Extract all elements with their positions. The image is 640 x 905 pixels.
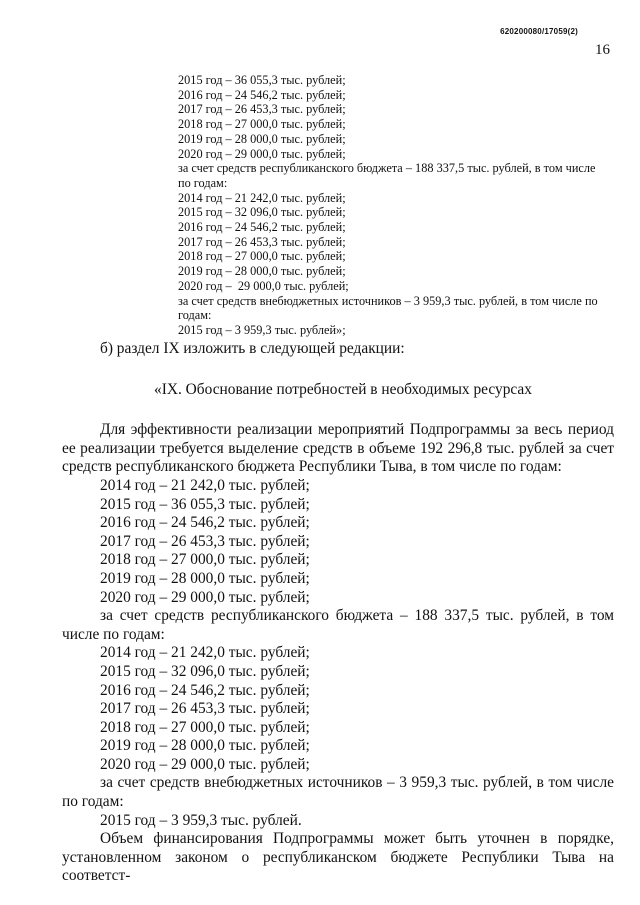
list-item: 2017 год – 26 453,3 тыс. рублей; [178, 102, 346, 117]
list-item: 2016 год – 24 546,2 тыс. рублей; [100, 681, 310, 699]
closing-paragraph: Объем финансирования Подпрограммы может быть уточнен в порядке, установленном законом о республиканском бюджете Республики Тыва на соответст- [62, 830, 614, 885]
list-item: 2016 год – 24 546,2 тыс. рублей; [178, 220, 346, 235]
intro-paragraph: Для эффективности реализации мероприятий Подпрограммы за весь период ее реализации требуется выделение средств в объеме 192 296,8 тыс. рублей за счет средств республиканского бюджета Республики Тыва, в том числе по годам: [62, 421, 614, 476]
list-item: 2019 год – 28 000,0 тыс. рублей; [100, 569, 310, 587]
list-item: 2018 год – 27 000,0 тыс. рублей; [178, 117, 346, 132]
list-item: 2014 год – 21 242,0 тыс. рублей; [178, 190, 346, 205]
list-item: 2014 год – 21 242,0 тыс. рублей; [100, 476, 310, 494]
list-item: 2019 год – 28 000,0 тыс. рублей; [178, 264, 346, 279]
list-item: 2020 год – 29 000,0 тыс. рублей; [100, 588, 310, 606]
page-number: 16 [595, 42, 610, 58]
list-item: 2015 год – 32 096,0 тыс. рублей; [178, 205, 346, 220]
republican-budget-intro: за счет средств республиканского бюджета – 188 337,5 тыс. рублей, в том числе по годам: [178, 161, 596, 190]
list-item: 2015 год – 32 096,0 тыс. рублей; [100, 662, 310, 680]
previous-amendment-block [178, 73, 598, 338]
list-item: 2018 год – 27 000,0 тыс. рублей; [100, 551, 310, 569]
list-item: 2020 год – 29 000,0 тыс. рублей; [178, 278, 349, 293]
list-item: 2015 год – 3 959,3 тыс. рублей. [100, 811, 302, 829]
extra-budget-intro: за счет средств внебюджетных источников – 3 959,3 тыс. рублей, в том числе по годам: [62, 774, 614, 811]
list-item: 2015 год – 36 055,3 тыс. рублей; [100, 495, 310, 513]
list-item: 2020 год – 29 000,0 тыс. рублей; [178, 146, 346, 161]
instruction-line: б) раздел IX изложить в следующей редакции: [100, 340, 405, 357]
list-item: 2019 год – 28 000,0 тыс. рублей; [100, 737, 310, 755]
list-item: 2018 год – 27 000,0 тыс. рублей; [100, 718, 310, 736]
list-item: 2014 год – 21 242,0 тыс. рублей; [100, 644, 310, 662]
list-item: 2017 год – 26 453,3 тыс. рублей; [100, 700, 310, 718]
list-item: 2017 год – 26 453,3 тыс. рублей; [100, 532, 310, 550]
list-item: 2016 год – 24 546,2 тыс. рублей; [178, 87, 346, 102]
list-item: 2017 год – 26 453,3 тыс. рублей; [178, 234, 346, 249]
list-item: 2015 год – 3 959,3 тыс. рублей»; [178, 322, 346, 337]
section-heading: «IX. Обоснование потребностей в необходимых ресурсах [154, 380, 532, 398]
list-item: 2019 год – 28 000,0 тыс. рублей; [178, 131, 346, 146]
main-text [62, 340, 614, 886]
list-item: 2018 год – 27 000,0 тыс. рублей; [178, 249, 346, 264]
republican-budget-intro: за счет средств республиканского бюджета – 188 337,5 тыс. рублей, в том числе по годам: [62, 607, 614, 643]
document-code: 620200080/17059(2) [500, 27, 578, 36]
extra-budget-intro: за счет средств внебюджетных источников – 3 959,3 тыс. рублей, в том числе по годам: [178, 293, 598, 323]
list-item: 2015 год – 36 055,3 тыс. рублей; [178, 73, 346, 87]
list-item: 2020 год – 29 000,0 тыс. рублей; [100, 755, 310, 773]
list-item: 2016 год – 24 546,2 тыс. рублей; [100, 514, 310, 532]
